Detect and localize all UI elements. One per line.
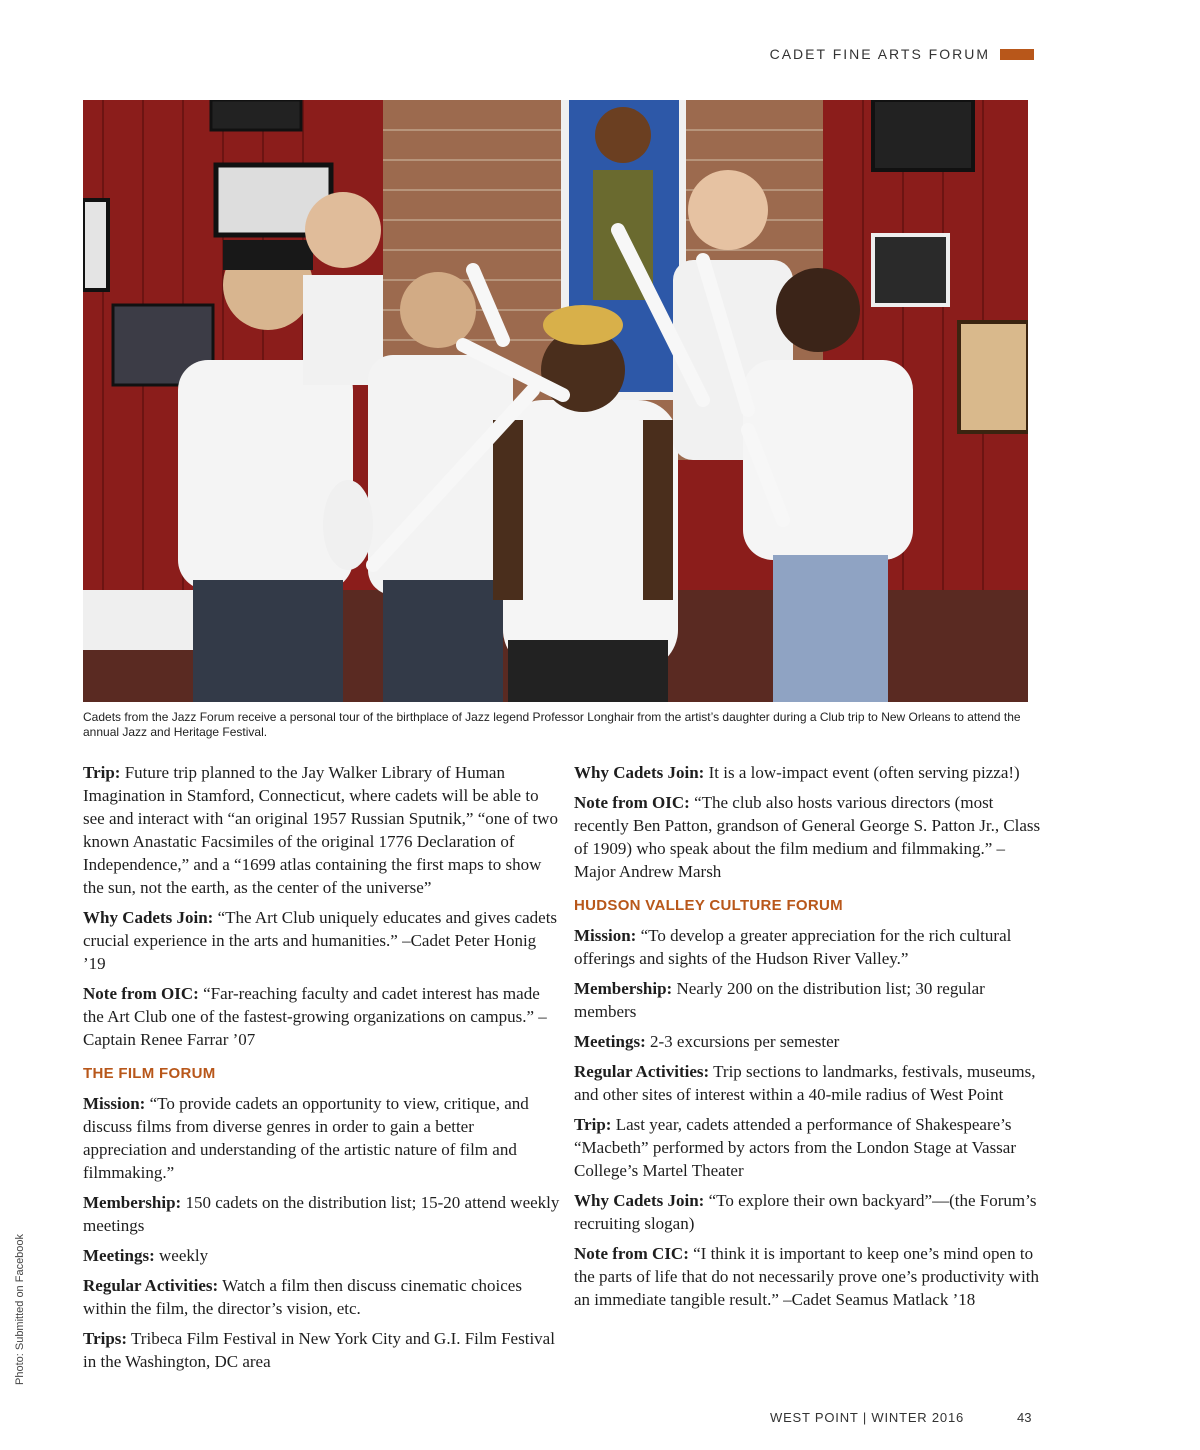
hudson-mission xyxy=(574,924,1044,970)
hudson-why-join xyxy=(574,1189,1044,1235)
entry-text: weekly xyxy=(154,1246,209,1265)
entry-label: Meetings: xyxy=(574,1032,646,1051)
entry-text: “The Art Club uniquely educates and gives cadets crucial experience in the arts and humanities.” –Cadet Peter Honig ’19 xyxy=(83,908,558,973)
photo-caption: Cadets from the Jazz Forum receive a personal tour of the birthplace of Jazz legend Professor Longhair from the artist’s daughter during a Club trip to New Orleans to attend the annual Jazz and Heritage Festival. xyxy=(83,710,1021,739)
entry-text: 2-3 excursions per semester xyxy=(645,1032,840,1051)
entry-label: Mission: xyxy=(574,926,637,945)
entry-label: Mission: xyxy=(83,1094,146,1113)
entry-text: Watch a film then discuss cinematic choices within the film, the director’s vision, etc. xyxy=(83,1276,522,1318)
film-mission xyxy=(83,1092,561,1184)
entry-text: “To develop a greater appreciation for the rich cultural offerings and sights of the Hudson River Valley.” xyxy=(574,926,1012,968)
entry-text: Nearly 200 on the distribution list; 30 regular members xyxy=(574,979,985,1021)
hudson-meetings xyxy=(574,1030,1044,1053)
hudson-activities xyxy=(574,1060,1044,1106)
entry-label: Note from OIC: xyxy=(574,793,690,812)
entry-text: Trip sections to landmarks, festivals, museums, and other sites of interest within a 40-mile radius of West Point xyxy=(574,1062,1036,1104)
film-meetings xyxy=(83,1244,561,1267)
hudson-note-cic xyxy=(574,1242,1044,1311)
entry-text: Tribeca Film Festival in New York City and G.I. Film Festival in the Washington, DC area xyxy=(83,1329,555,1371)
page-number: 43 xyxy=(1017,1410,1032,1425)
entry-label: Meetings: xyxy=(83,1246,155,1265)
film-forum-heading: THE FILM FORUM xyxy=(83,1065,216,1082)
entry-text: Last year, cadets attended a performance of Shakespeare’s “Macbeth” performed by actors from the London Stage at Vassar College’s Martel Theater xyxy=(574,1115,1017,1180)
entry-label: Membership: xyxy=(83,1193,182,1212)
hudson-forum-heading: HUDSON VALLEY CULTURE FORUM xyxy=(574,897,843,914)
entry-text: “I think it is important to keep one’s mind open to the parts of life that do not necessarily prove one’s productivity with an immediate tangible result.” –Cadet Seamus Matlack ’18 xyxy=(574,1244,1040,1309)
film-note-oic xyxy=(574,791,1044,883)
entry-text: “Far-reaching faculty and cadet interest has made the Art Club one of the fastest-growing organizations on campus.” –Captain Renee Farrar ’07 xyxy=(83,984,547,1049)
entry-text: Future trip planned to the Jay Walker Library of Human Imagination in Stamford, Connecticut, where cadets will be able to see and interact with “an original 1957 Russian Sputnik,” “one of two known Anastatic Facsimiles of the original 1776 Declaration of Independence,” and a “1699 atlas containing the first maps to show the sun, not the earth, as the center of the universe” xyxy=(83,763,558,897)
entry-label: Trips: xyxy=(83,1329,128,1348)
entry-label: Regular Activities: xyxy=(83,1276,219,1295)
art-why-join xyxy=(83,906,561,975)
entry-label: Membership: xyxy=(574,979,673,998)
entry-text: “The club also hosts various directors (most recently Ben Patton, grandson of General George S. Patton Jr., Class of 1909) who speak about the film medium and filmmaking.” –Major Andrew Marsh xyxy=(574,793,1041,881)
section-header xyxy=(770,46,1034,62)
film-trips xyxy=(83,1327,561,1373)
film-activities xyxy=(83,1274,561,1320)
entry-label: Note from OIC: xyxy=(83,984,199,1003)
art-trip xyxy=(83,761,561,899)
photo-credit: Photo: Submitted on Facebook xyxy=(14,1233,26,1385)
film-membership xyxy=(83,1191,561,1237)
hudson-trip xyxy=(574,1113,1044,1182)
entry-label: Trip: xyxy=(574,1115,612,1134)
section-title: CADET FINE ARTS FORUM xyxy=(769,46,990,62)
right-column xyxy=(574,761,1044,1318)
entry-text: 150 cadets on the distribution list; 15-20 attend weekly meetings xyxy=(83,1193,560,1235)
hudson-membership xyxy=(574,977,1044,1023)
feature-photo xyxy=(83,100,1028,702)
entry-label: Why Cadets Join: xyxy=(574,1191,705,1210)
art-note-oic xyxy=(83,982,561,1051)
left-column xyxy=(83,761,561,1380)
film-why-join xyxy=(574,761,1044,784)
entry-label: Why Cadets Join: xyxy=(83,908,214,927)
accent-bar xyxy=(1000,49,1034,60)
entry-label: Trip: xyxy=(83,763,121,782)
entry-label: Regular Activities: xyxy=(574,1062,710,1081)
publication-footer: WEST POINT | WINTER 2016 xyxy=(770,1410,965,1425)
entry-label: Why Cadets Join: xyxy=(574,763,705,782)
entry-text: “To provide cadets an opportunity to view, critique, and discuss films from diverse genres in order to gain a better appreciation and understanding of the artistic nature of film and filmmaking.” xyxy=(83,1094,529,1182)
entry-label: Note from CIC: xyxy=(574,1244,689,1263)
entry-text: It is a low-impact event (often serving pizza!) xyxy=(704,763,1020,782)
entry-text: “To explore their own backyard”—(the Forum’s recruiting slogan) xyxy=(574,1191,1037,1233)
